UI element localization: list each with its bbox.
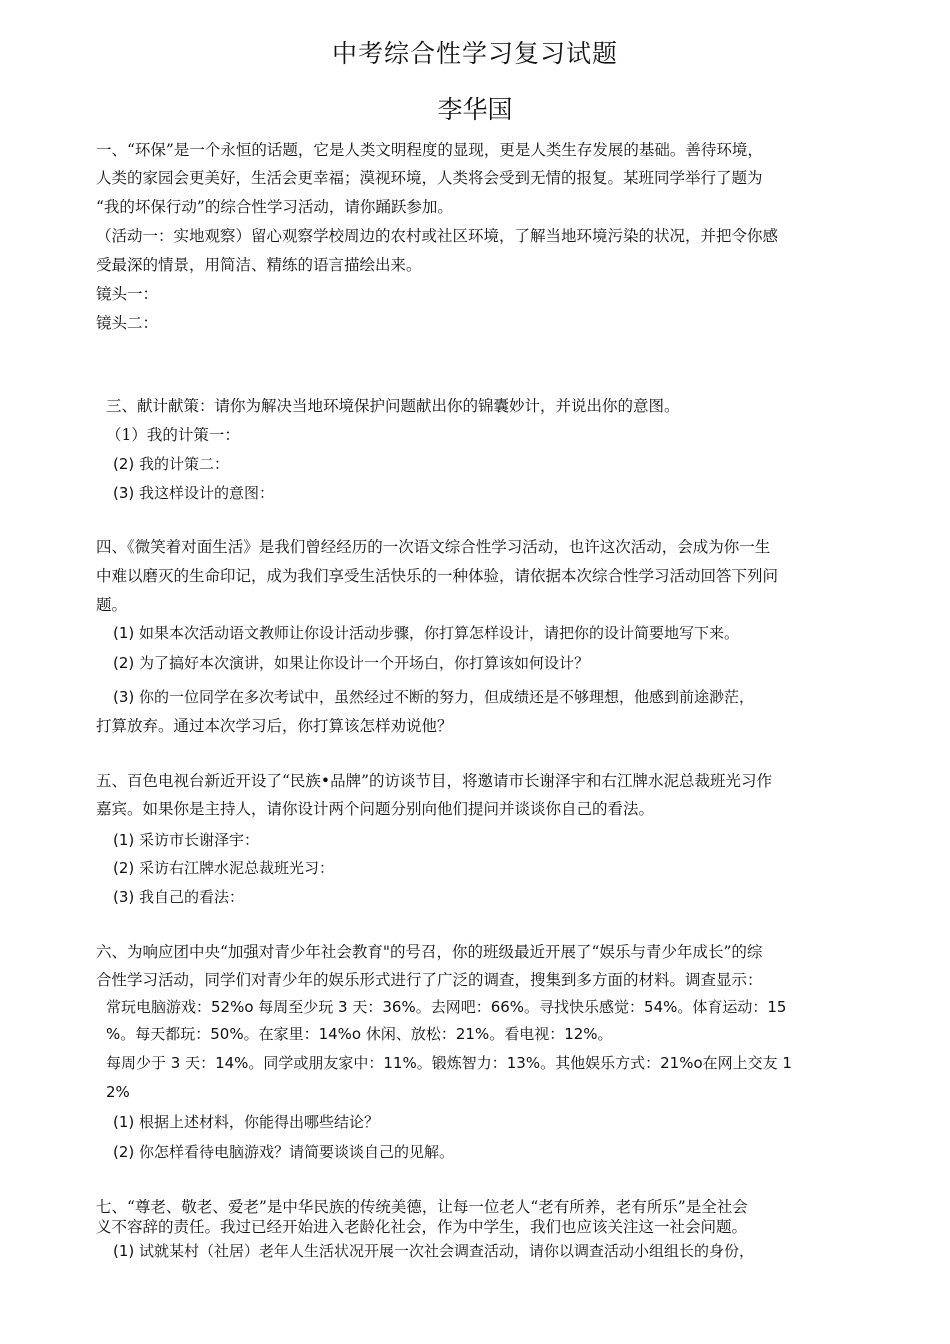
q6-survey-data-2: %。每天都玩：50%。在家里：14%o 休闲、放松：21%。看电视：12%。 [106,1025,613,1043]
q5-line-1: 五、百色电视台新近开设了“民族•品牌”的访谈节目，将邀请市长谢泽宇和右江牌水泥总裁班光习作 [96,772,772,790]
q7-item-1: (1) 试就某村（社居）老年人生活状况开展一次社会调查活动，请你以调查活动小组组长的身份， [113,1242,755,1260]
q6-survey-data-3: 每周少于 3 天：14%。同学或朋友家中：11%。锻炼智力：13%。其他娱乐方式：21%o在网上交友 1 [106,1054,792,1072]
q3-intro: 三、献计献策：请你为解决当地环境保护问题献出你的锦囊妙计，并说出你的意图。 [106,397,680,415]
q3-item-2: (2) 我的计策二： [113,455,230,473]
q5-item-3: (3) 我自己的看法： [113,888,245,906]
document-title: 中考综合性学习复习试题 [331,39,618,68]
q3-item-1: （1）我的计策一： [106,426,240,444]
q4-item-1: (1) 如果本次活动语文教师让你设计活动步骤，你打算怎样设计，请把你的设计简要地写下来。 [113,624,740,642]
document-author: 李华国 [437,95,513,124]
q6-item-2: (2) 你怎样看待电脑游戏？请简要谈谈自己的见解。 [113,1143,455,1161]
q5-item-1: (1) 采访市长谢泽宇： [113,831,260,849]
q7-line-1: 七、“尊老、敬老、爱老”是中华民族的传统美德，让每一位老人“老有所养，老有所乐”是全社会 [96,1198,748,1216]
q6-survey-data-1: 常玩电脑游戏：52%o 每周至少玩 3 天：36%。去网吧：66%。寻找快乐感觉：54%。体育运动：15 [106,998,787,1016]
q4-item-2: (2) 为了搞好本次演讲，如果让你设计一个开场白，你打算该如何设计？ [113,654,590,672]
q1-line-5: 受最深的情景，用简洁、精练的语言描绘出来。 [96,256,422,274]
q6-item-1: (1) 根据上述材料，你能得出哪些结论？ [113,1113,380,1131]
q1-shot-1-label: 镜头一： [96,285,159,303]
q1-line-4: （活动一：实地观察）留心观察学校周边的农村或社区环境，了解当地环境污染的状况，并把令你感 [96,227,779,245]
q4-item-3-line-1: (3) 你的一位同学在多次考试中，虽然经过不断的努力，但成绩还是不够理想，他感到前途渺茫， [113,688,755,706]
q1-line-1: 一、“环保”是一个永恒的话题，它是人类文明程度的显现，更是人类生存发展的基础。善待环境， [96,141,763,159]
q5-item-2: (2) 采访右江牌水泥总裁班光习： [113,859,335,877]
q7-line-2: 义不容辞的责任。我过已经开始进入老龄化社会，作为中学生，我们也应该关注这一社会问题。 [96,1218,748,1236]
q6-line-2: 合性学习活动，同学们对青少年的娱乐形式进行了广泛的调查，搜集到多方面的材料。调查显示： [96,971,763,989]
q6-survey-data-4: 2% [106,1083,130,1101]
q4-line-3: 题。 [96,596,128,614]
q4-line-2: 中难以磨灭的生命印记，成为我们享受生活快乐的一种体验，请依据本次综合性学习活动回答下列问 [96,567,779,585]
q6-line-1: 六、为响应团中央“加强对青少年社会教育"的号召，你的班级最近开展了“娱乐与青少年成长”的综 [96,943,763,961]
q1-shot-2-label: 镜头二： [96,314,159,332]
q1-line-2: 人类的家园会更美好，生活会更幸福；漠视环境，人类将会受到无情的报复。某班同学举行了题为 [96,169,763,187]
q4-line-1: 四、《微笑着对面生活》是我们曾经经历的一次语文综合性学习活动，也许这次活动，会成为你一生 [96,538,771,556]
q3-item-3: (3) 我这样设计的意图： [113,484,275,502]
q4-item-3-line-2: 打算放弃。通过本次学习后，你打算该怎样劝说他？ [96,717,453,735]
q5-line-2: 嘉宾。如果你是主持人，请你设计两个问题分别向他们提问并谈谈你自己的看法。 [96,800,655,818]
q1-line-3: “我的坏保行动”的综合性学习活动，请你踊跃参加。 [96,198,453,216]
